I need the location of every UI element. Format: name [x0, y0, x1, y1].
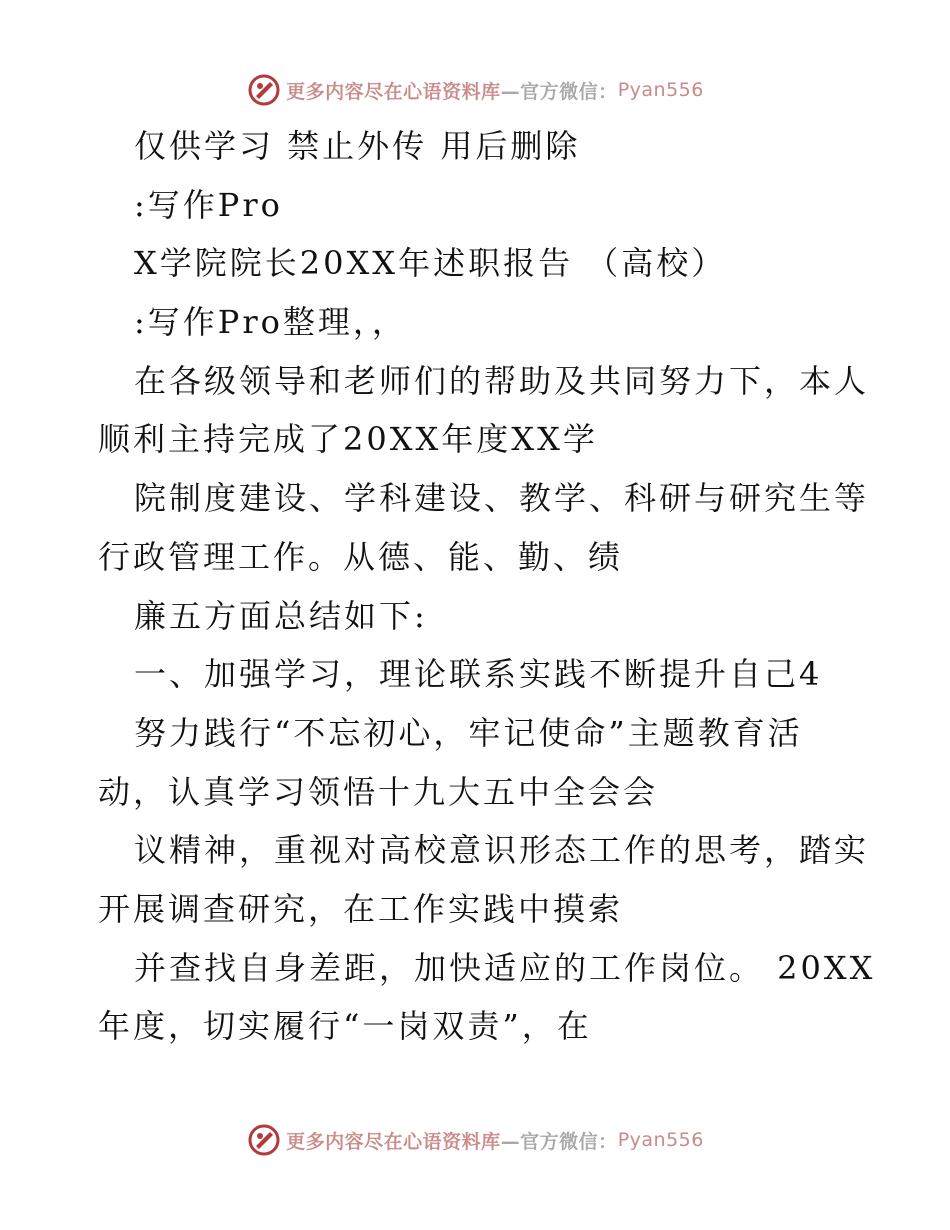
text-line: 院制度建设、学科建设、教学、科研与研究生等 — [134, 479, 870, 518]
text-line: 在各级领导和老师们的帮助及共同努力下，本人 — [134, 361, 870, 400]
text-line: 一、加强学习，理论联系实践不断提升自己4 — [134, 655, 823, 694]
watermark-logo-icon — [246, 72, 282, 108]
text-line: 年度，切实履行“一岗双责”，在 — [98, 1007, 592, 1046]
watermark-separator-text: —官方微信： — [500, 1130, 618, 1153]
watermark-main-text: 更多内容尽在心语资料库 — [286, 1130, 501, 1153]
text-line: 廉五方面总结如下: — [134, 596, 428, 635]
text-line: 并查找自身差距，加快适应的工作岗位。 20XX — [134, 948, 876, 987]
text-line: 开展调查研究，在工作实践中摸索 — [98, 889, 624, 928]
text-line: 努力践行“不忘初心，牢记使命”主题教育活 — [134, 713, 803, 752]
watermark-separator-text: —官方微信： — [500, 80, 618, 103]
text-line: 动，认真学习领悟十九大五中全会会 — [98, 772, 659, 811]
text-line: 议精神，重视对高校意识形态工作的思考，踏实 — [134, 831, 870, 870]
watermark-id-text: Pyan556 — [617, 1129, 704, 1151]
watermark-logo-icon — [246, 1122, 282, 1158]
document-body — [98, 117, 876, 1056]
text-line: :写作Pro — [134, 185, 283, 224]
watermark-footer — [0, 1120, 950, 1160]
text-line: X学院院长20XX年述职报告 （高校） — [134, 244, 727, 283]
watermark-header — [0, 70, 950, 110]
watermark-main-text: 更多内容尽在心语资料库 — [286, 80, 501, 103]
text-line: 行政管理工作。从德、能、勤、绩 — [98, 537, 624, 576]
watermark-id-text: Pyan556 — [617, 79, 704, 101]
text-line: 顺利主持完成了20XX年度XX学 — [98, 420, 598, 459]
text-line: :写作Pro整理，， — [134, 303, 407, 342]
text-line: 仅供学习 禁止外传 用后删除 — [134, 127, 581, 165]
